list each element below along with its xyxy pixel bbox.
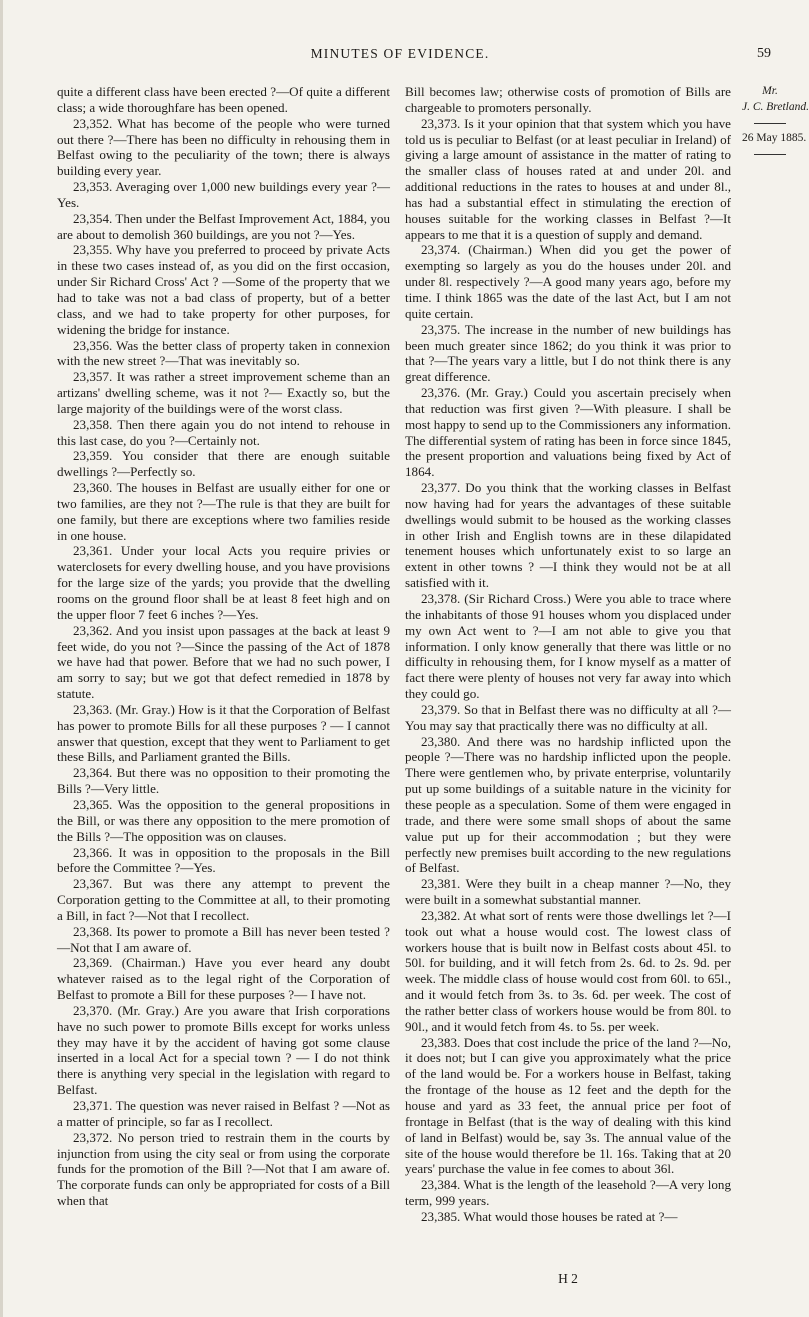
- evidence-paragraph: 23,360. The houses in Belfast are usually either for one or two families, are they not ?—The rule is that they are built for one family, but there are exceptions where two families reside in one house.: [57, 480, 390, 543]
- evidence-paragraph: 23,357. It was rather a street improvement scheme than an artizans' dwelling scheme, was it not ?— Exactly so, but the large majority of the buildings were of the worst class.: [57, 369, 390, 416]
- left-column: [57, 84, 390, 1209]
- signature-mark: H 2: [558, 1271, 578, 1286]
- evidence-paragraph: 23,356. Was the better class of property taken in connexion with the new street ?—That was inevitably so.: [57, 337, 390, 369]
- evidence-paragraph: 23,367. But was there any attempt to prevent the Corporation getting to the Committee at all, to their promoting a Bill, in fact ?—Not that I recollect.: [57, 876, 390, 923]
- evidence-paragraph: 23,363. (Mr. Gray.) How is it that the Corporation of Belfast has power to promote Bills for all these purposes ? — I cannot answer that question, except that they went to Parliament to get these Bills, and Parliament granted the Bills.: [57, 701, 390, 765]
- evidence-paragraph: 23,361. Under your local Acts you require privies or waterclosets for every dwelling house, and you have provisions for the large size of the yards; you provide that the dwelling rooms on the ground floor shall be at least 8 feet high and on the upper floor 7 feet 6 inches ?—Yes.: [57, 543, 390, 622]
- evidence-paragraph: 23,359. You consider that there are enough suitable dwellings ?—Perfectly so.: [57, 448, 390, 480]
- evidence-paragraph: 23,352. What has become of the people who were turned out there ?—There has been no difficulty in rehousing them in Belfast owing to the peculiarity of the town; there is always building every year.: [57, 115, 390, 179]
- margin-rule-bottom: [754, 154, 786, 155]
- page-edge-shadow: [0, 0, 3, 1317]
- witness-margin-note: [742, 84, 809, 162]
- evidence-paragraph: 23,369. (Chairman.) Have you ever heard any doubt whatever raised as to the legal right of the Corporation of Belfast to promote a Bill for these purposes ?— I have not.: [57, 955, 390, 1003]
- evidence-paragraph: 23,365. Was the opposition to the general propositions in the Bill, or was there any opposition to the mere promotion of the Bills ?—The opposition was on clauses.: [57, 796, 390, 844]
- witness-name: J. C. Bretland.: [742, 100, 809, 113]
- evidence-paragraph: 23,362. And you insist upon passages at the back at least 9 feet wide, do you not ?—Since the passing of the Act of 1878 we have had that power. Before that we had no such power, I am sorry to say; but we got that defect remedied in 1878 by statute.: [57, 622, 390, 702]
- evidence-paragraph: 23,355. Why have you preferred to proceed by private Acts in these two cases instead of, as you did on the first occasion, under Sir Richard Cross' Act ? —Some of the property that we had to take was not a bad class of property, but of a better class, and we had to take property for other purposes, for widening the bridge for instance.: [57, 242, 390, 337]
- evidence-paragraph: 23,378. (Sir Richard Cross.) Were you able to trace where the inhabitants of those 91 houses whom you displaced under my own Act went to ?—I am not able to give you that information. I only know generally that there was little or no difficulty in rehousing them, for I know myself as a matter of fact there were plenty of houses not very far away into which they could go.: [405, 591, 731, 702]
- evidence-paragraph: 23,366. It was in opposition to the proposals in the Bill before the Committee ?—Yes.: [57, 844, 390, 876]
- evidence-paragraph: 23,384. What is the length of the leasehold ?—A very long term, 999 years.: [405, 1177, 731, 1209]
- evidence-paragraph: 23,353. Averaging over 1,000 new buildings every year ?—Yes.: [57, 179, 390, 210]
- evidence-paragraph: 23,358. Then there again you do not intend to rehouse in this last case, do you ?—Certainly not.: [57, 416, 390, 448]
- evidence-paragraph: 23,376. (Mr. Gray.) Could you ascertain precisely when that reduction was first given ?—With pleasure. I shall be most happy to send up to the Commissioners any information. The differential system of rating has been in force since 1845, the present proportion and valuations being fixed by Act of 1864.: [405, 385, 731, 480]
- evidence-paragraph: 23,380. And there was no hardship inflicted upon the people ?—There was no hardship inflicted upon the people. There were gentlemen who, by private enterprise, voluntarily put up some buildings of a suitable nature in the vicinity for these people as a speculation. Some of them were engaged in trade, and there were some small shops of about the same value put up for their accommodation ; but they were perfectly new premises built according to the new regulations of Belfast.: [405, 733, 731, 876]
- evidence-paragraph: 23,381. Were they built in a cheap manner ?—No, they were built in a somewhat substantial manner.: [405, 876, 731, 908]
- evidence-paragraph: 23,371. The question was never raised in Belfast ? —Not as a matter of principle, so far as I recollect.: [57, 1098, 390, 1129]
- evidence-paragraph: Bill becomes law; otherwise costs of promotion of Bills are chargeable to promoters personally.: [405, 84, 731, 115]
- evidence-paragraph: 23,372. No person tried to restrain them in the courts by injunction from using the city seal or from using the corporate funds for the promotion of the Bill ?—Not that I am aware of. The corporate funds can only be appropriated for costs of a Bill when that: [57, 1129, 390, 1209]
- page-header: [0, 46, 800, 70]
- witness-title: Mr.: [762, 85, 778, 97]
- evidence-paragraph: 23,375. The increase in the number of new buildings has been much greater since 1862; do you think it was prior to that ?—The years vary a little, but I do not think there is any great difference.: [405, 321, 731, 385]
- evidence-paragraph: 23,382. At what sort of rents were those dwellings let ?—I took out what a house would cost. The lowest class of workers house that is built now in Belfast costs about 45l. to 50l. for building, and it will fetch from 2s. 6d. to 2s. 9d. per week. The middle class of house would cost from 60l. to 65l., and it would fetch from 3s. to 3s. 6d. per week. The cost of the rather better class of workers house would be from 80l. to 90l., and it would fetch from 4s. to 5s. per week.: [405, 907, 731, 1034]
- evidence-paragraph: 23,374. (Chairman.) When did you get the power of exempting so largely as you do the houses under 20l. and under 8l. respectively ?—A good many years ago, before my time. I think 1865 was the date of the last Act, but I am not quite certain.: [405, 242, 731, 321]
- evidence-paragraph: 23,377. Do you think that the working classes in Belfast now having had for years the advantages of these suitable dwellings would submit to be housed as the working classes in other Irish and English towns are in these dilapidated tenement houses which unfortunately exist to so large an extent in other towns ? —I think they would not be at all satisfied with it.: [405, 480, 731, 591]
- evidence-paragraph: 23,368. Its power to promote a Bill has never been tested ?—Not that I am aware of.: [57, 923, 390, 955]
- page-number: 59: [757, 46, 771, 61]
- margin-rule: [754, 123, 786, 124]
- evidence-paragraph: 23,385. What would those houses be rated at ?—: [421, 1208, 678, 1224]
- evidence-paragraph: 23,383. Does that cost include the price of the land ?—No, it does not; but I can give you approximately what the price of the land would be. For a workers house in Belfast, taking the frontage of the house as 12 feet and the depth for the house and yard as 33 feet, the annual price per foot of frontage in Belfast (that is the way of dealing with this kind of land in Belfast) would be, say 3s. The annual value of the site of the house would therefore be 1l. 16s. Taking that at 20 years' purchase the value in fee comes to about 36l.: [405, 1034, 731, 1177]
- evidence-paragraph: 23,370. (Mr. Gray.) Are you aware that Irish corporations have no such power to promote Bills except for works unless they may have it by the accident of having got some clause inserted in a local Act for a special town ? — I do not think there is anything very special in the legislation with regard to Belfast.: [57, 1002, 390, 1098]
- evidence-paragraph: 23,379. So that in Belfast there was no difficulty at all ?—You may say that practically there was no difficulty at all.: [405, 701, 731, 733]
- evidence-paragraph: 23,373. Is it your opinion that that system which you have told us is peculiar to Belfast (or at least peculiar in Ireland) of giving a large amount of assistance in the matter of rating to the smaller class of houses rated at and under 20l. and additional reductions in the rates to houses at and under 8l., has had a substantial effect in stimulating the erection of houses suitable for the working classes in Belfast ?—It appears to me that it is a question of supply and demand.: [405, 115, 731, 242]
- evidence-paragraph: 23,364. But there was no opposition to their promoting the Bills ?—Very little.: [57, 765, 390, 797]
- evidence-paragraph: quite a different class have been erected ?—Of quite a different class; a wide thoroughfare has been opened.: [57, 84, 390, 115]
- evidence-date: 26 May 1885.: [742, 131, 807, 144]
- running-title: MINUTES OF EVIDENCE.: [310, 46, 490, 61]
- evidence-paragraph: 23,354. Then under the Belfast Improvement Act, 1884, you are about to demolish 360 buildings, are you not ?—Yes.: [57, 210, 390, 242]
- right-column: [405, 84, 731, 1225]
